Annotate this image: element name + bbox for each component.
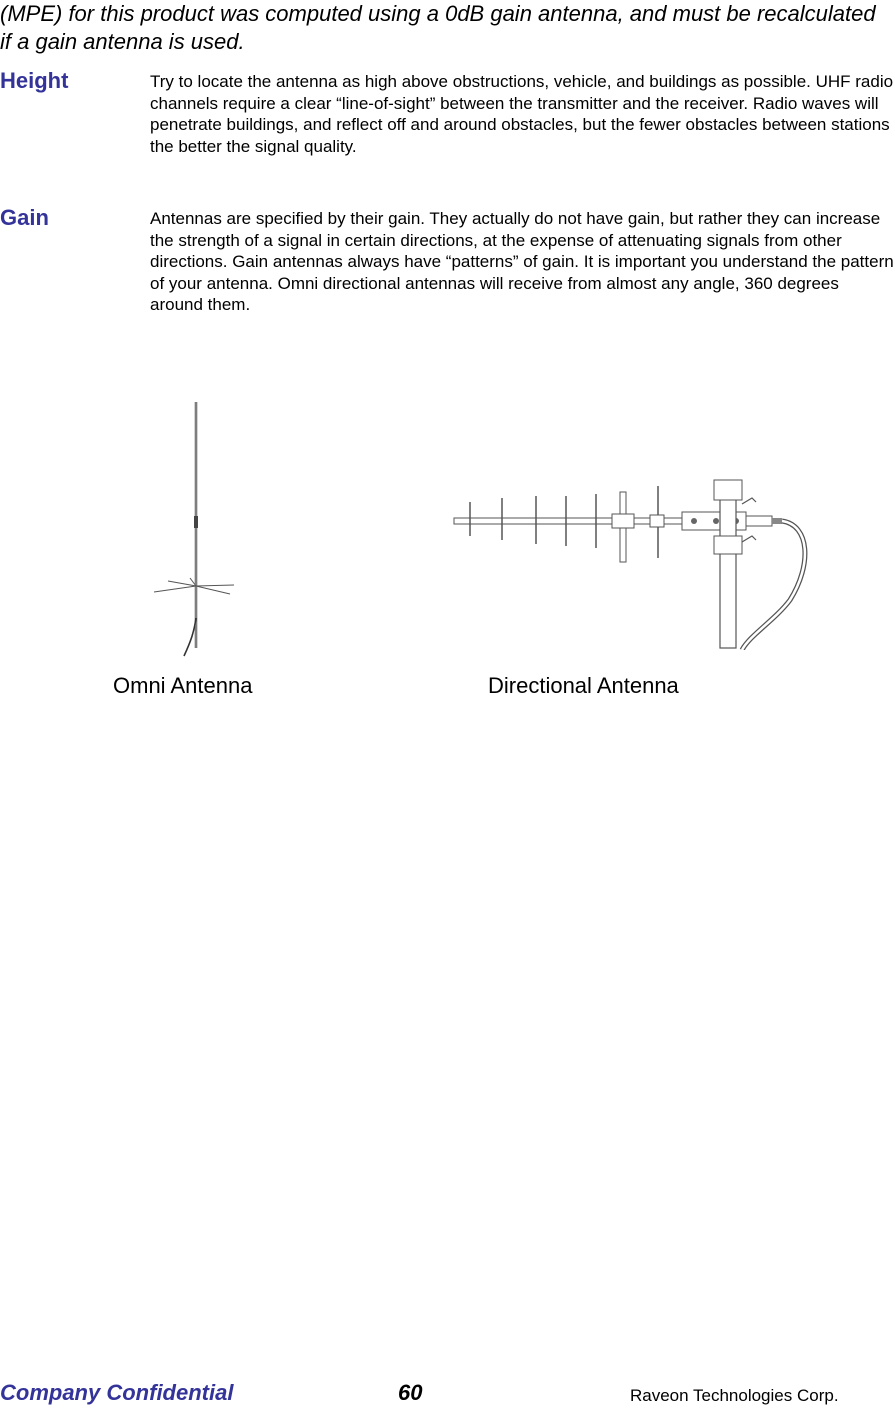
omni-antenna-caption: Omni Antenna: [113, 673, 253, 698]
section-heading-gain: Gain: [0, 205, 49, 230]
footer-confidential: Company Confidential: [0, 1380, 234, 1405]
directional-antenna-illustration: [450, 470, 820, 650]
footer-page-number: 60: [398, 1380, 423, 1405]
section-body-height: Try to locate the antenna as high above obstructions, vehicle, and buildings as possible. UHF radio channels require a clear “line-of-sight” between the transmitter and the receiver. Radio waves will penetrate buildings, and reflect off and around obstacles, but the fewer obstacles between stations the better the signal quality.: [150, 72, 894, 156]
directional-antenna-figure: [450, 470, 820, 650]
omni-antenna-illustration: [140, 398, 250, 662]
section-heading-height: Height: [0, 68, 69, 93]
directional-antenna-caption: Directional Antenna: [488, 673, 679, 698]
omni-antenna-figure: [140, 398, 250, 662]
footer-company: Raveon Technologies Corp.: [630, 1386, 839, 1405]
section-body-gain: Antennas are specified by their gain. They actually do not have gain, but rather they can increase the strength of a signal in certain directions, at the expense of attenuating signals from other directions. Gain antennas always have “patterns” of gain. It is important you understand the pattern of your antenna. Omni directional antennas will receive from almost any angle, 360 degrees around them.: [150, 209, 894, 314]
intro-paragraph: (MPE) for this product was computed using a 0dB gain antenna, and must be recalculated if a gain antenna is used.: [0, 1, 876, 54]
